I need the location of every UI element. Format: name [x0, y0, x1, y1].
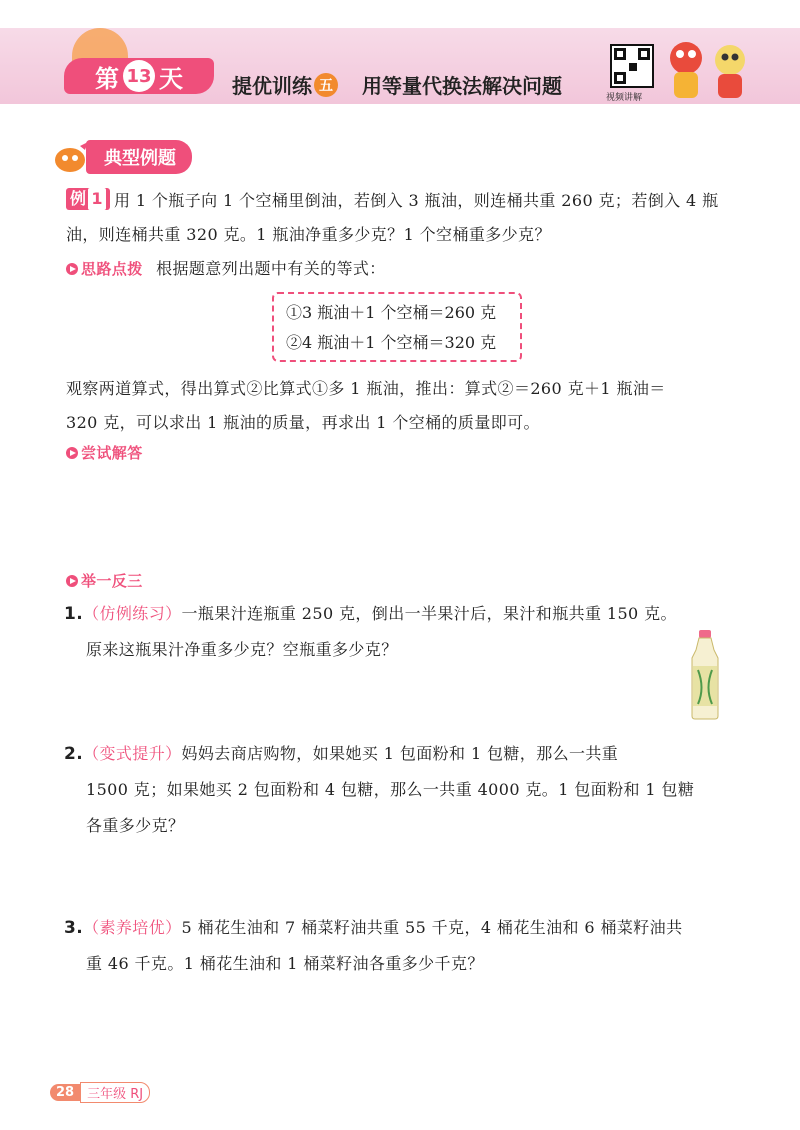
problem-1: 1.（仿例练习）一瓶果汁连瓶重 250 克，倒出一半果汁后，果汁和瓶共重 150 克。 原来这瓶果汁净重多少克？空瓶重多少克？: [64, 604, 677, 659]
analysis-line-2: 320 克，可以求出 1 瓶油的质量，再求出 1 个空桶的质量即可。: [66, 413, 540, 432]
hint-label: 思路点拨: [81, 260, 143, 278]
grade-label: 三年级 RJ: [80, 1082, 150, 1103]
equation-2: ②4 瓶油＋1 个空桶＝320 克: [286, 333, 497, 352]
day-number: 13: [123, 60, 155, 92]
page-footer: [50, 1082, 150, 1103]
practice-label: 举一反三: [81, 572, 143, 590]
lion-dance-icon: [664, 36, 754, 104]
play-icon: [66, 447, 78, 459]
example-problem: [66, 184, 732, 252]
hint-row: [66, 252, 732, 286]
training-number: 五: [314, 73, 338, 97]
section-header: [52, 140, 192, 174]
day-suffix: 天: [159, 64, 183, 93]
play-icon: [66, 263, 78, 275]
topic-title: 用等量代换法解决问题: [362, 74, 562, 98]
attempt-label: 尝试解答: [81, 444, 143, 462]
qr-code-icon[interactable]: [610, 44, 654, 88]
day-prefix: 第: [95, 64, 119, 93]
problem-tag: （素养培优）: [83, 918, 182, 937]
practice-row: [66, 564, 732, 598]
page-title: [232, 70, 562, 99]
juice-bottle-icon: [688, 630, 722, 720]
problem-2: 2.（变式提升）妈妈去商店购物，如果她买 1 包面粉和 1 包糖，那么一共重 1500 克；如果她买 2 包面粉和 4 包糖，那么一共重 4000 克。1 包面粉和 1 包糖 各重多少克？: [64, 744, 695, 835]
training-label: 提优训练: [232, 74, 312, 98]
qr-caption: 视频讲解: [606, 93, 643, 103]
section-title: 典型例题: [86, 140, 192, 174]
example-badge: 例 1: [66, 188, 110, 210]
problem-tag: （仿例练习）: [83, 604, 182, 623]
equation-box: [272, 292, 522, 362]
attempt-row: [66, 436, 732, 470]
page-number: 28: [50, 1084, 80, 1101]
problem-3: 3.（素养培优）5 桶花生油和 7 桶菜籽油共重 55 千克，4 桶花生油和 6 桶菜籽油共 重 46 千克。1 桶花生油和 1 桶菜籽油各重多少千克？: [64, 918, 683, 973]
play-icon: [66, 575, 78, 587]
hint-text: 根据题意列出题中有关的等式：: [156, 259, 386, 278]
problem-tag: （变式提升）: [83, 744, 182, 763]
day-badge: [64, 58, 214, 94]
analysis-line-1: 观察两道算式，得出算式②比算式①多 1 瓶油，推出：算式②＝260 克＋1 瓶油＝: [66, 379, 666, 398]
example-line-2: 油，则连桶共重 320 克。1 瓶油净重多少克？1 个空桶重多少克？: [66, 225, 551, 244]
example-line-1: 例 1 用 1 个瓶子向 1 个空桶里倒油，若倒入 3 瓶油，则连桶共重 260 克；若倒入 4 瓶: [66, 184, 732, 218]
analysis-text: [66, 372, 732, 440]
equation-1: ①3 瓶油＋1 个空桶＝260 克: [286, 303, 497, 322]
